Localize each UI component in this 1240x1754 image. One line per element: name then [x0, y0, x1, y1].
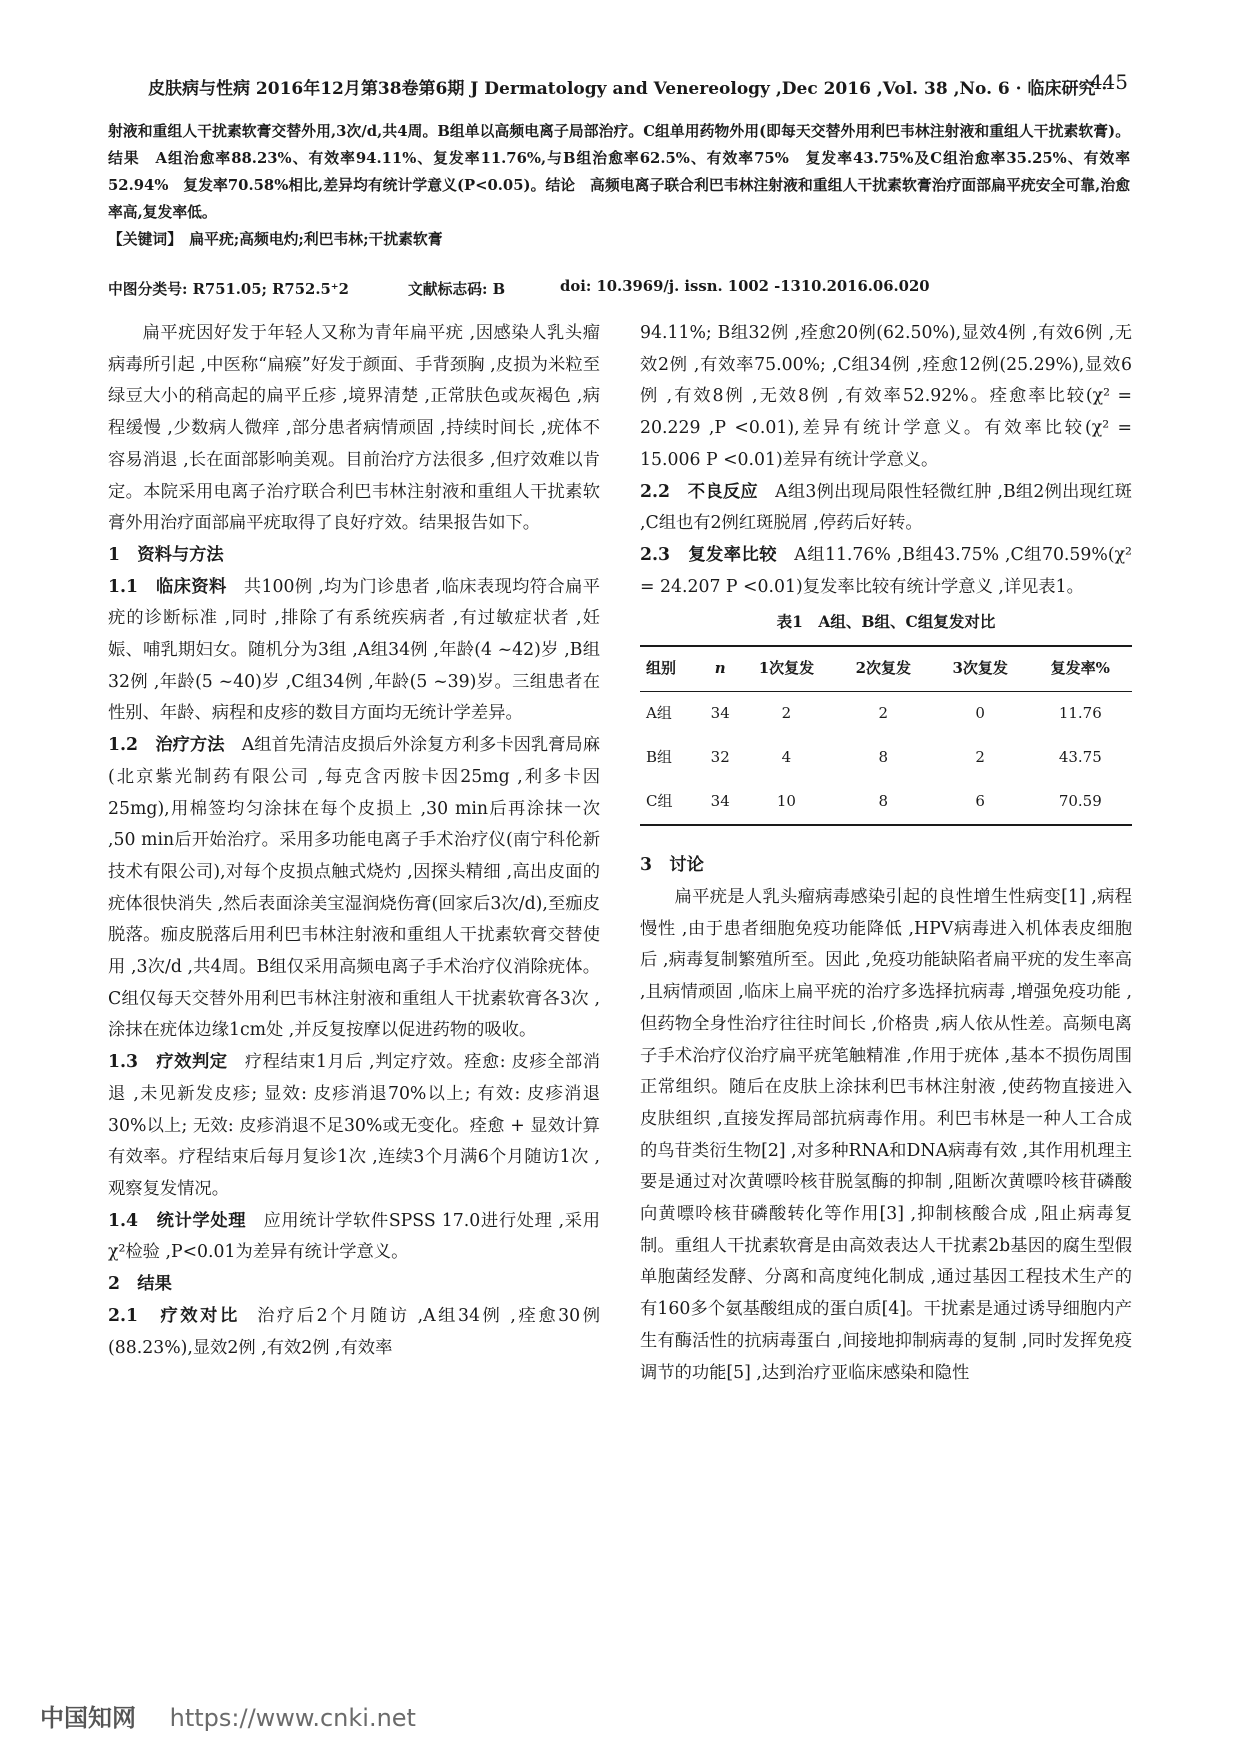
table-header-cell: 复发率%	[1050, 659, 1110, 678]
document-code: 文献标志码: B	[408, 281, 506, 298]
abstract-block	[108, 118, 1130, 253]
section-2-heading: 2 结果	[108, 1274, 172, 1295]
section-1-4-title: 1.4 统计学处理	[108, 1210, 247, 1231]
table-cell: 43.75	[1058, 748, 1102, 767]
section-2-2-title: 2.2 不良反应	[640, 481, 758, 502]
table-cell: 32	[710, 748, 730, 767]
journal-citation: 皮肤病与性病 2016年12月第38卷第6期 J Dermatology and Venereology ,Dec 2016 ,Vol. 38 ,No. 6 · 临床研究 ·	[148, 79, 1108, 99]
doi: doi: 10.3969/j. issn. 1002 -1310.2016.06.020	[560, 278, 930, 295]
section-1-3	[108, 1047, 600, 1206]
section-2-1-title: 2.1 疗效对比	[108, 1305, 240, 1326]
keywords: 【关键词】 扁平疣;高频电灼;利巴韦林;干扰素软膏	[108, 231, 443, 248]
table-1	[640, 607, 1132, 826]
table-header-cell: 3次复发	[952, 659, 1008, 678]
right-column	[640, 318, 1132, 1389]
section-1-2-title: 1.2 治疗方法	[108, 735, 225, 756]
table-header-row	[640, 646, 1132, 692]
cnki-url: https://www.cnki.net	[169, 1704, 416, 1732]
table-caption: 表1 A组、B组、C组复发对比	[776, 612, 996, 632]
table-cell: 0	[975, 704, 985, 723]
section-2-2	[640, 477, 1132, 540]
table-row	[640, 780, 1132, 825]
section-2-1-continued: 94.11%; B组32例 ,痊愈20例(62.50%),显效4例 ,有效6例 ,无效2例 ,有效率75.00%; ,C组34例 ,痊愈12例(25.29%),显效6例 ,有效8例 ,无效8例 ,有效率52.92%。痊愈率比较(χ² = 20.229 ,P <0.01),差异有统计学意义。有效率比较(χ² = 15.006 P <0.01)差异有统计学意义。	[640, 323, 1132, 470]
clc-number: 中图分类号: R751.05; R752.5⁺2	[108, 281, 349, 298]
table-cell: 34	[710, 704, 730, 723]
table-header-cell: 1次复发	[758, 659, 815, 678]
table-cell: A组	[646, 704, 672, 723]
section-2-2-text: A组3例出现局限性轻微红肿 ,B组2例出现红斑 ,C组也有2例红斑脱屑 ,停药后好转。	[640, 481, 1132, 534]
running-header	[148, 70, 1128, 104]
table-cell: 34	[710, 792, 730, 811]
table-cell: 8	[878, 748, 889, 767]
table-cell: C组	[646, 792, 673, 811]
table-cell: 6	[975, 792, 985, 811]
table-row	[640, 736, 1132, 780]
cnki-logo: 中国知网	[40, 1704, 136, 1732]
section-1-4-text: 应用统计学软件SPSS 17.0进行处理 ,采用χ²检验 ,P<0.01为差异有统计学意义。	[108, 1210, 600, 1263]
table-cell: 70.59	[1058, 792, 1102, 811]
section-1-heading: 1 资料与方法	[108, 544, 224, 565]
table-cell: B组	[646, 748, 673, 767]
section-3-heading: 3 讨论	[640, 855, 704, 876]
cnki-watermark	[40, 1698, 416, 1733]
section-2-3-text: A组11.76% ,B组43.75% ,C组70.59%(χ² = 24.207 P <0.01)复发率比较有统计学意义 ,详见表1。	[640, 544, 1132, 597]
section-2-1	[108, 1301, 600, 1364]
section-1-3-text: 疗程结束1月后 ,判定疗效。痊愈: 皮疹全部消退 ,未见新发皮疹; 显效: 皮疹消退70%以上; 有效: 皮疹消退30%以上; 无效: 皮疹消退不足30%或无变化。痊愈 + 显效计算有效率。疗程结束后每月复诊1次 ,连续3个月满6个月随访1次 ,观察复发情况。	[108, 1052, 600, 1199]
table-header-cell: 组别	[646, 659, 677, 678]
section-1-1-text: 共100例 ,均为门诊患者 ,临床表现均符合扁平疣的诊断标准 ,同时 ,排除了有系统疾病者 ,有过敏症状者 ,妊娠、哺乳期妇女。随机分为3组 ,A组34例 ,年龄(4 ~42)岁 ,B组32例 ,年龄(5 ~40)岁 ,C组34例 ,年龄(5 ~39)岁。三组患者在性别、年龄、病程和皮疹的数目方面均无统计学差异。	[108, 576, 600, 724]
table-row	[640, 692, 1132, 737]
section-1-1	[108, 572, 600, 731]
table-cell: 4	[781, 748, 792, 767]
table-cell: 2	[878, 704, 889, 723]
page-number: 445	[1089, 70, 1128, 94]
abstract-text: 射液和重组人干扰素软膏交替外用,3次/d,共4周。B组单以高频电离子局部治疗。C组单用药物外用(即每天交替外用利巴韦林注射液和重组人干扰素软膏)。结果 A组治愈率88.23%、有效率94.11%、复发率11.76%,与B组治愈率62.5%、有效率75% 复发率43.75%及C组治愈率35.25%、有效率52.94% 复发率70.58%相比,差异均有统计学意义(P<0.05)。结论 高频电离子联合利巴韦林注射液和重组人干扰素软膏治疗面部扁平疣安全可靠,治愈率高,复发率低。	[108, 123, 1130, 221]
table-cell: 8	[878, 792, 889, 811]
section-1-1-title: 1.1 临床资料	[108, 576, 227, 597]
section-1-3-title: 1.3 疗效判定	[108, 1052, 228, 1073]
table-cell: 11.76	[1058, 704, 1102, 723]
table-cell: 10	[776, 792, 796, 811]
table-header-cell: n	[714, 659, 726, 678]
table-cell: 2	[975, 748, 985, 767]
section-2-3	[640, 540, 1132, 603]
section-2-1-text: 治疗后2个月随访 ,A组34例 ,痊愈30例(88.23%),显效2例 ,有效2例 ,有效率	[108, 1305, 600, 1358]
section-2-3-title: 2.3 复发率比较	[640, 544, 777, 565]
table-header-cell: 2次复发	[855, 659, 912, 678]
recurrence-table	[640, 645, 1132, 826]
section-1-2-text: A组首先清洁皮损后外涂复方利多卡因乳膏局麻(北京紫光制药有限公司 ,每克含丙胺卡因25mg ,利多卡因25mg),用棉签均匀涂抹在每个皮损上 ,30 min后再涂抹一次 ,50 min后开始治疗。采用多功能电离子手术治疗仪(南宁科伦新技术有限公司),对每个皮损点触式烧灼 ,因探头精细 ,高出皮面的疣体很快消失 ,然后表面涂美宝湿润烧伤膏(回家后3次/d),至痂皮脱落。痂皮脱落后用利巴韦林注射液和重组人干扰素软膏交替使用 ,3次/d ,共4周。B组仅采用高频电离子手术治疗仪消除疣体。C组仅每天交替外用利巴韦林注射液和重组人干扰素软膏各3次 ,涂抹在疣体边缘1cm处 ,并反复按摩以促进药物的吸收。	[108, 735, 600, 1041]
discussion-paragraph: 扁平疣是人乳头瘤病毒感染引起的良性增生性病变[1] ,病程慢性 ,由于患者细胞免疫功能降低 ,HPV病毒进入机体表皮细胞后 ,病毒复制繁殖所至。因此 ,免疫功能缺陷者扁平疣的发生率高 ,且病情顽固 ,临床上扁平疣的治疗多选择抗病毒 ,增强免疫功能 ,但药物全身性治疗往往时间长 ,价格贵 ,病人依从性差。高频电离子手术治疗仪治疗扁平疣笔触精准 ,作用于疣体 ,基本不损伤周围正常组织。随后在皮肤上涂抹利巴韦林注射液 ,使药物直接进入皮肤组织 ,直接发挥局部抗病毒作用。利巴韦林是一种人工合成的鸟苷类衍生物[2] ,对多种RNA和DNA病毒有效 ,其作用机理主要是通过对次黄嘌呤核苷脱氢酶的抑制 ,阻断次黄嘌呤核苷磷酸向黄嘌呤核苷磷酸转化等作用[3] ,抑制核酸合成 ,阻止病毒复制。重组人干扰素软膏是由高效表达人干扰素2b基因的腐生型假单胞菌经发酵、分离和高度纯化制成 ,通过基因工程技术生产的有160多个氨基酸组成的蛋白质[4]。干扰素是通过诱导细胞内产生有酶活性的抗病毒蛋白 ,间接地抑制病毒的复制 ,同时发挥免疫调节的功能[5] ,达到治疗亚临床感染和隐性	[640, 887, 1132, 1383]
section-1-4	[108, 1206, 600, 1269]
table-cell: 2	[781, 704, 792, 723]
section-1-2	[108, 730, 600, 1047]
left-column	[108, 318, 600, 1364]
intro-paragraph: 扁平疣因好发于年轻人又称为青年扁平疣 ,因感染人乳头瘤病毒所引起 ,中医称“扁瘊”好发于颜面、手背颈胸 ,皮损为米粒至绿豆大小的稍高起的扁平丘疹 ,境界清楚 ,正常肤色或灰褐色 ,病程缓慢 ,少数病人微痒 ,部分患者病情顽固 ,持续时间长 ,疣体不容易消退 ,长在面部影响美观。目前治疗方法很多 ,但疗效难以肯定。本院采用电离子治疗联合利巴韦林注射液和重组人干扰素软膏外用治疗面部扁平疣取得了良好疗效。结果报告如下。	[108, 323, 600, 534]
